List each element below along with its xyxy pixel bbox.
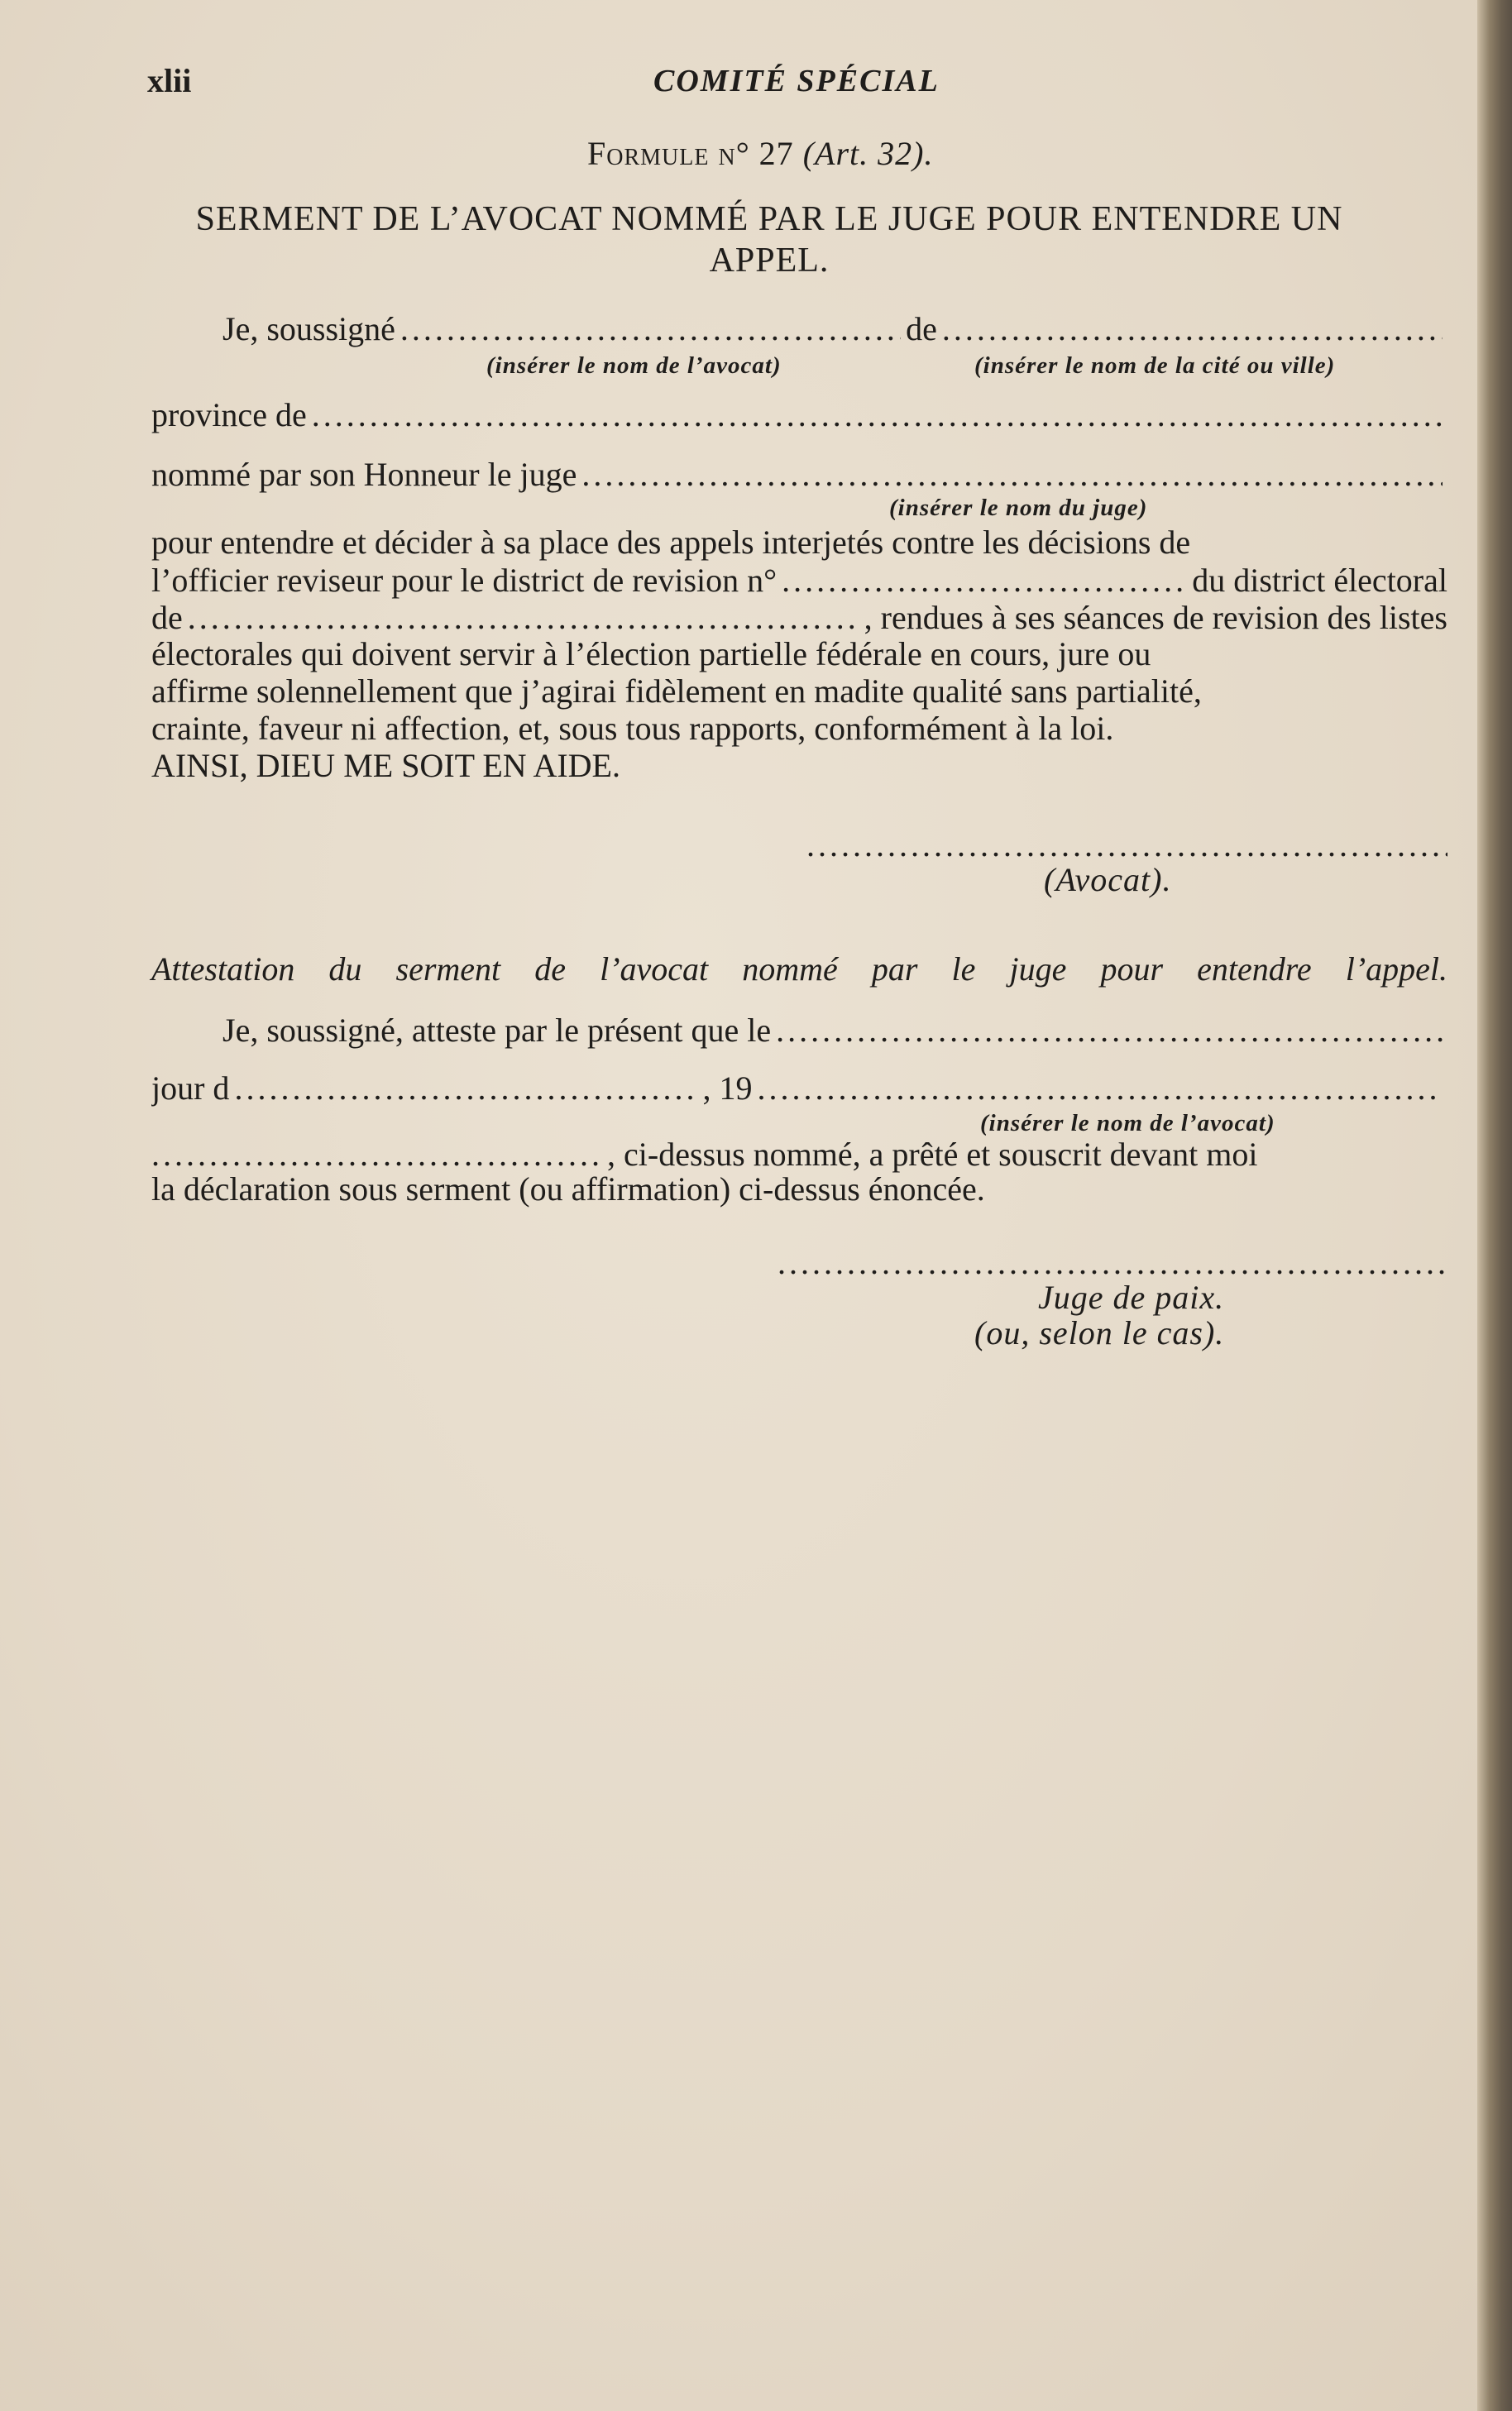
document-title: SERMENT DE L’AVOCAT NOMMÉ PAR LE JUGE POUR ENTENDRE UN APPEL.: [195, 200, 1343, 280]
oath-line-5: [151, 561, 1447, 600]
form-number: [587, 134, 933, 173]
oath-line-7: électorales qui doivent servir à l’élection partielle fédérale en cours, jure ou: [151, 635, 1151, 672]
oath-line-1: [151, 309, 1447, 348]
blank-lawyer-name[interactable]: [400, 309, 901, 348]
note-city-name: (insérer le nom de la cité ou ville): [974, 352, 1336, 379]
justice-signature-sub: (ou, selon le cas).: [974, 1314, 1225, 1351]
oath-line-8: affirme solennellement que j’agirai fidèlement en madite qualité sans partialité,: [151, 672, 1202, 710]
justice-signature-label: Juge de paix.: [1038, 1279, 1225, 1316]
blank-province[interactable]: [312, 395, 1443, 434]
oath-line-4: pour entendre et décider à sa place des appels interjetés contre les décisions de: [151, 524, 1191, 561]
blank-judge-name[interactable]: [581, 455, 1443, 494]
blank-attestation-lawyer[interactable]: [151, 1135, 602, 1174]
blank-revision-number[interactable]: [782, 561, 1187, 600]
lawyer-signature-label: (Avocat).: [1044, 861, 1172, 898]
oath-line-3: [151, 455, 1447, 494]
blank-electoral-district[interactable]: [188, 598, 859, 637]
attestation-line-1-start: Je, soussigné, atteste par le présent que le: [222, 1012, 772, 1049]
attestation-line-4: la déclaration sous serment (ou affirmation) ci-dessus énoncée.: [151, 1170, 985, 1208]
oath-line-1-mid: de: [906, 310, 937, 347]
oath-line-6-start: de: [151, 599, 183, 636]
running-title: COMITÉ SPÉCIAL: [653, 64, 940, 98]
blank-year[interactable]: [757, 1069, 1443, 1107]
blank-day[interactable]: [776, 1011, 1443, 1050]
oath-line-6: [151, 598, 1447, 637]
attestation-heading: Attestation du serment de l’avocat nommé par le juge pour entendre l’appel.: [151, 950, 1447, 988]
attestation-line-3: [151, 1135, 1447, 1174]
attestation-line-2-start: jour d: [151, 1069, 230, 1107]
oath-line-2-start: province de: [151, 396, 307, 433]
page-number: xlii: [147, 62, 192, 99]
oath-line-1-start: Je, soussigné: [222, 310, 395, 347]
form-article: (Art. 32).: [802, 135, 934, 172]
blank-month[interactable]: [234, 1069, 697, 1107]
page-edge-shadow: [1477, 0, 1512, 2411]
oath-line-5-end: du district électoral: [1192, 562, 1447, 599]
lawyer-signature-line[interactable]: [806, 825, 1447, 862]
form-label: Formule n° 27: [587, 135, 794, 172]
attestation-line-2: [151, 1069, 1447, 1107]
blank-city[interactable]: [942, 309, 1443, 348]
attestation-line-1: [151, 1011, 1447, 1050]
attestation-line-3-end: , ci-dessus nommé, a prêté et souscrit devant moi: [607, 1136, 1258, 1173]
note-judge-name: (insérer le nom du juge): [889, 495, 1148, 521]
oath-line-9: crainte, faveur ni affection, et, sous tous rapports, conformément à la loi.: [151, 710, 1114, 747]
justice-signature-line[interactable]: [778, 1243, 1447, 1280]
oath-line-3-start: nommé par son Honneur le juge: [151, 456, 577, 493]
oath-line-6-end: , rendues à ses séances de revision des listes: [864, 599, 1447, 636]
oath-line-5-start: l’officier reviseur pour le district de revision n°: [151, 562, 778, 599]
oath-line-2: [151, 395, 1447, 434]
attestation-year: , 19: [702, 1069, 753, 1107]
note-lawyer-name: (insérer le nom de l’avocat): [486, 352, 782, 379]
note-attestation-lawyer: (insérer le nom de l’avocat): [980, 1110, 1275, 1136]
oath-line-10: AINSI, DIEU ME SOIT EN AIDE.: [151, 747, 620, 784]
